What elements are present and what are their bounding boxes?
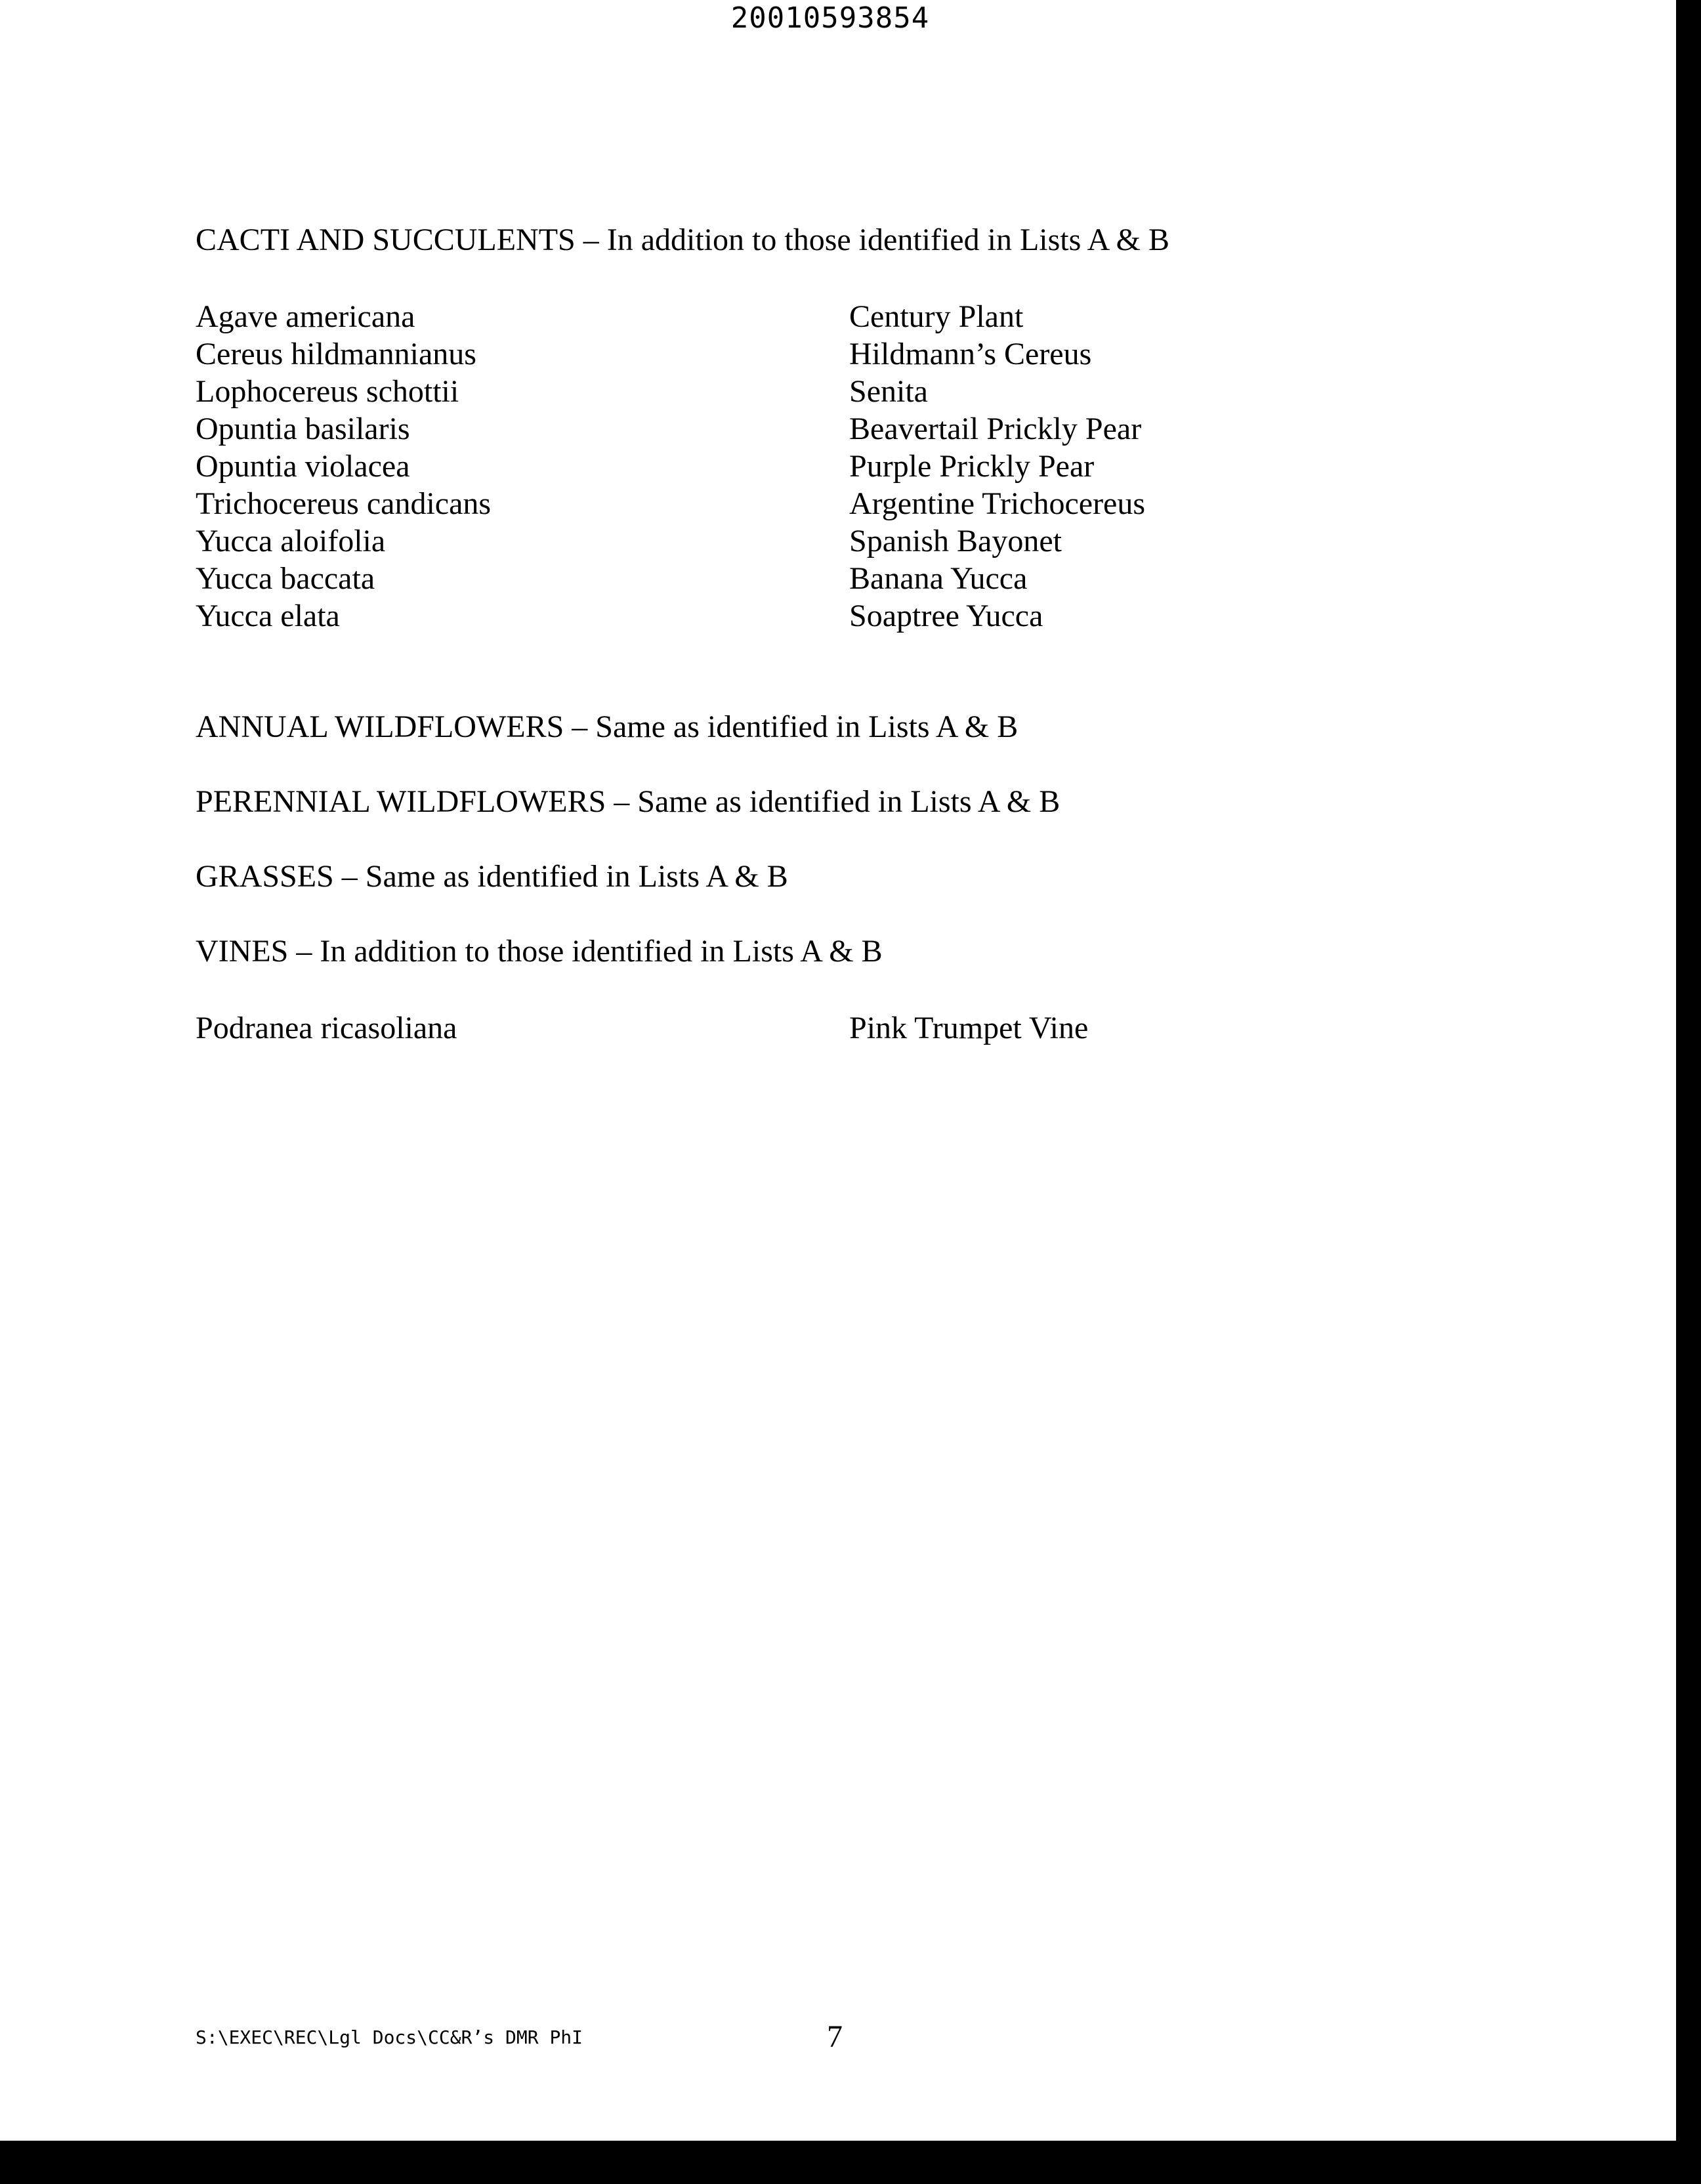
footer-file-path: S:\EXEC\REC\Lgl Docs\CC&R’s DMR PhI	[196, 2026, 583, 2048]
vines-heading: VINES – In addition to those identified in Lists A & B	[196, 934, 883, 969]
page-number: 7	[827, 2019, 843, 2054]
grasses-heading: GRASSES – Same as identified in Lists A & B	[196, 859, 788, 894]
vines-botanical: Podranea ricasoliana	[196, 1011, 457, 1045]
list-item: Trichocereus candicans	[196, 486, 492, 521]
cacti-heading: CACTI AND SUCCULENTS – In addition to those identified in Lists A & B	[196, 222, 1170, 257]
list-item: Beavertail Prickly Pear	[849, 411, 1142, 446]
list-item: Century Plant	[849, 299, 1024, 334]
cacti-botanical-list	[196, 298, 491, 635]
list-item: Yucca baccata	[196, 561, 375, 596]
list-item: Lophocereus schottii	[196, 374, 459, 409]
list-item: Purple Prickly Pear	[849, 449, 1095, 484]
serial-number: 20010593854	[730, 1, 930, 35]
list-item: Opuntia basilaris	[196, 411, 410, 446]
annual-wildflowers-heading: ANNUAL WILDFLOWERS – Same as identified in Lists A & B	[196, 709, 1018, 744]
list-item: Argentine Trichocereus	[849, 486, 1146, 521]
perennial-wildflowers-heading: PERENNIAL WILDFLOWERS – Same as identified in Lists A & B	[196, 784, 1060, 819]
list-item: Yucca aloifolia	[196, 524, 386, 558]
list-item: Cereus hildmannianus	[196, 337, 476, 371]
list-item: Senita	[849, 374, 928, 409]
list-item: Yucca elata	[196, 598, 340, 633]
list-item: Banana Yucca	[849, 561, 1028, 596]
list-item: Opuntia violacea	[196, 449, 410, 484]
list-item: Soaptree Yucca	[849, 598, 1043, 633]
cacti-common-list	[849, 298, 1145, 635]
list-item: Agave americana	[196, 299, 415, 334]
vines-common: Pink Trumpet Vine	[849, 1011, 1089, 1045]
list-item: Spanish Bayonet	[849, 524, 1062, 558]
list-item: Hildmann’s Cereus	[849, 337, 1092, 371]
